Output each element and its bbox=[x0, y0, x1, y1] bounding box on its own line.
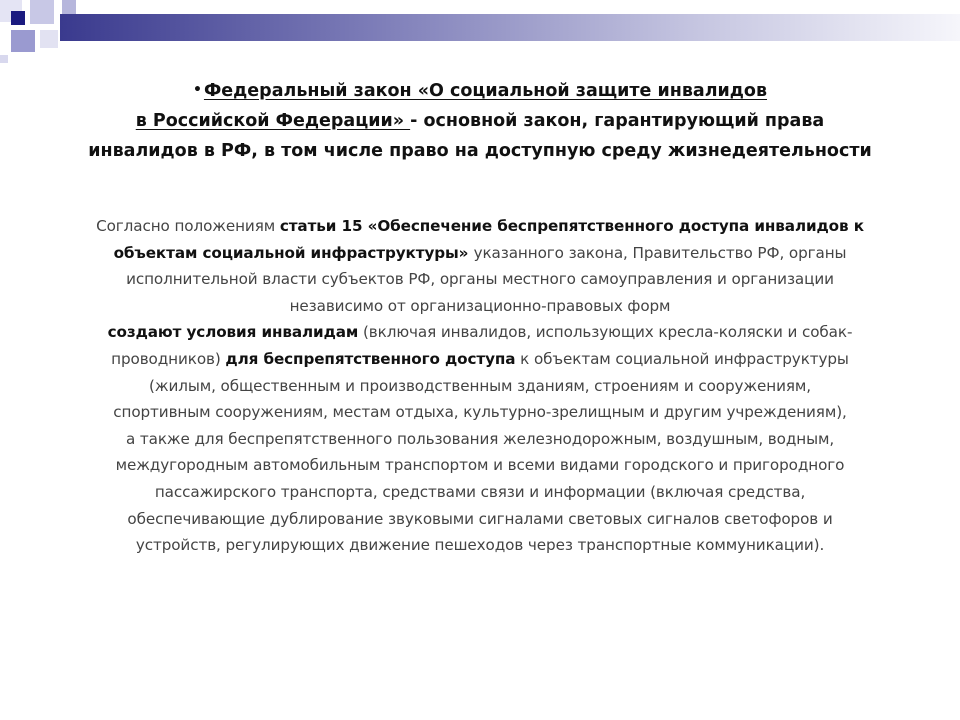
body-line: междугородным автомобильным транспортом и всеми видами городского и пригородного bbox=[115, 456, 845, 475]
body-text: проводников) bbox=[111, 349, 226, 368]
decor-square bbox=[40, 30, 58, 48]
body-line bbox=[40, 240, 920, 267]
body-bold-text: статьи 15 «Обеспечение беспрепятственного доступа инвалидов к bbox=[279, 217, 864, 235]
body-text: к объектам социальной инфраструктуры bbox=[515, 349, 849, 368]
bullet-icon: • bbox=[192, 82, 202, 98]
body-line bbox=[40, 346, 920, 373]
decor-square-dark bbox=[11, 11, 25, 25]
body-line: а также для беспрепятственного пользования железнодорожным, воздушным, водным, bbox=[125, 429, 835, 448]
body-text: указанного закона, Правительство РФ, органы bbox=[473, 243, 847, 262]
body-text: Согласно положениям bbox=[96, 217, 280, 235]
title-description: - основной закон, гарантирующий права bbox=[410, 111, 825, 131]
body-text: (включая инвалидов, использующих кресла-коляски и собак- bbox=[358, 323, 853, 342]
header-gradient-bar bbox=[60, 14, 960, 41]
slide-body bbox=[40, 213, 920, 559]
decor-square bbox=[30, 0, 54, 24]
title-law-name: Федеральный закон «О социальной защите инвалидов bbox=[203, 81, 768, 101]
body-line: обеспечивающие дублирование звуковыми сигналами световых сигналов светофоров и bbox=[127, 509, 833, 528]
body-line: исполнительной власти субъектов РФ, органы местного самоуправления и организации bbox=[126, 270, 834, 289]
body-bold-text: объектам социальной инфраструктуры» bbox=[113, 243, 474, 262]
decor-square bbox=[0, 55, 8, 63]
body-line: устройств, регулирующих движение пешеходов через транспортные коммуникации). bbox=[135, 536, 825, 555]
header-decoration bbox=[0, 0, 960, 60]
title-line-3: инвалидов в РФ, в том числе право на доступную среду жизнедеятельности bbox=[88, 141, 872, 161]
body-line: пассажирского транспорта, средствами связи и информации (включая средства, bbox=[154, 482, 806, 501]
body-line: (жилым, общественным и производственным зданиям, строениям и сооружениям, bbox=[149, 376, 811, 395]
decor-square bbox=[11, 30, 35, 52]
title-line-1 bbox=[40, 75, 920, 106]
body-line: спортивным сооружениям, местам отдыха, культурно-зрелищным и другим учреждениям), bbox=[113, 403, 847, 422]
body-line: независимо от организационно-правовых форм bbox=[289, 296, 671, 315]
decor-square bbox=[62, 0, 76, 14]
body-bold-text: создают условия инвалидам bbox=[107, 323, 359, 342]
body-bold-text: для беспрепятственного доступа bbox=[225, 349, 516, 368]
title-line-2 bbox=[40, 106, 920, 136]
body-line bbox=[40, 213, 920, 240]
slide-title bbox=[40, 75, 920, 166]
title-law-name-cont: в Российской Федерации» bbox=[135, 111, 411, 131]
body-line bbox=[40, 319, 920, 346]
